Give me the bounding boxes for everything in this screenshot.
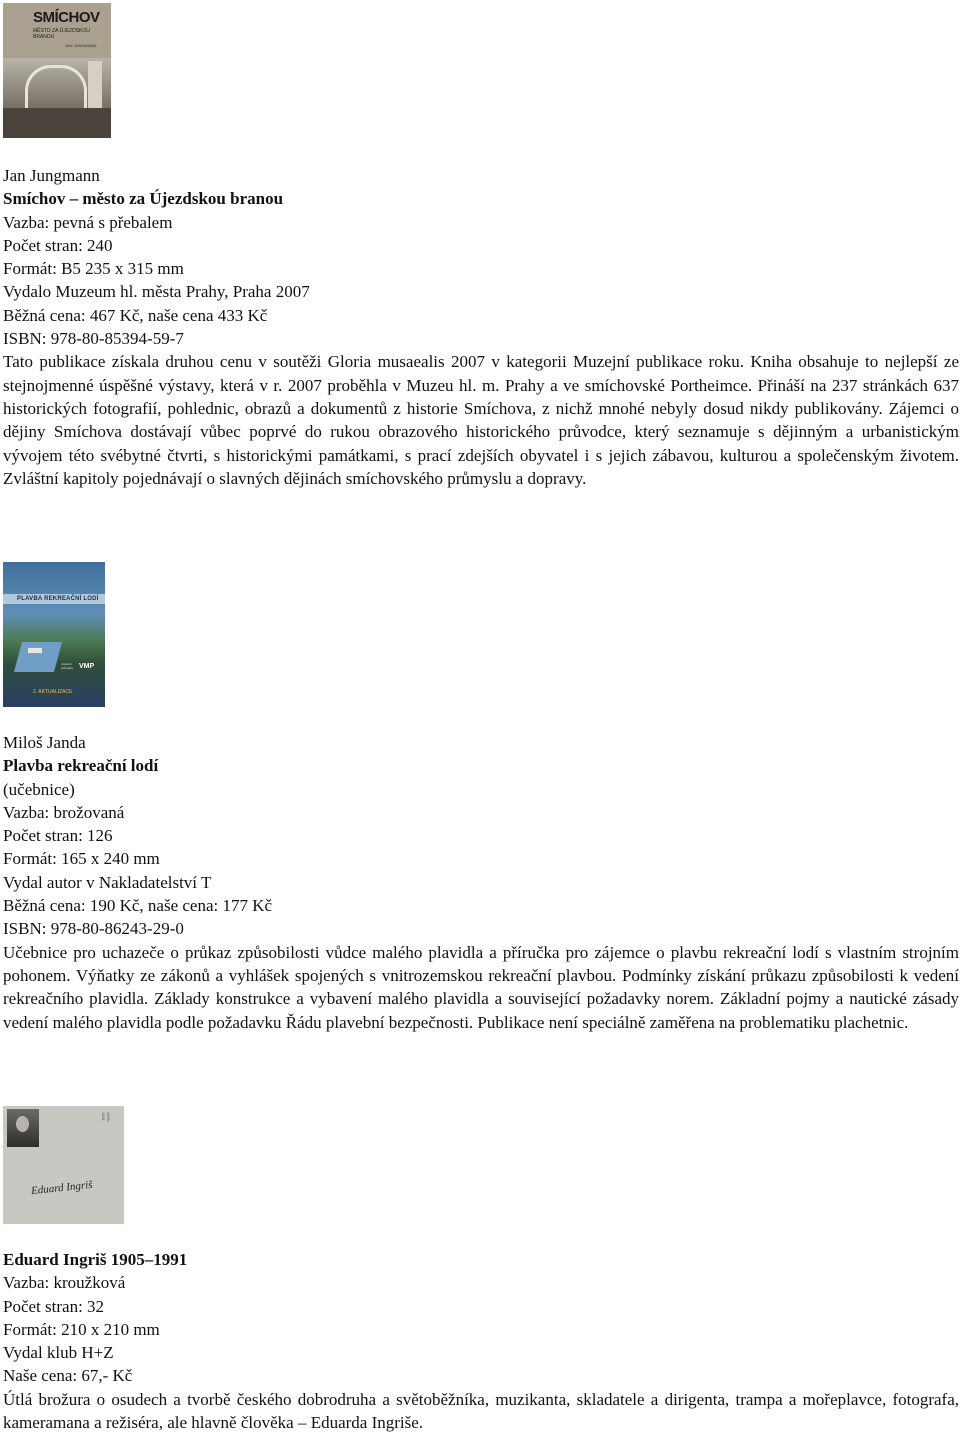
book-author: Jan Jungmann [3, 166, 100, 185]
book-isbn: ISBN: 978-80-85394-59-7 [3, 329, 184, 349]
cover-years: 1905–1991 [101, 1112, 111, 1124]
book-entry-ingris [3, 1248, 959, 1434]
book-pages: Počet stran: 240 [3, 235, 113, 255]
book-title: Eduard Ingriš 1905–1991 [3, 1250, 188, 1269]
book-publisher: Vydal autor v Nakladatelství T [3, 872, 212, 892]
book-publisher: Vydal klub H+Z [3, 1343, 114, 1363]
book-description: Tato publikace získala druhou cenu v soutěži Gloria musaealis 2007 v kategorii Muzejní publikace roku. Kniha obsahuje to nejlepší ze stejnojmenné úspěšné výstavy, která v r. 2007 proběhla v Muzeu hl. m. Prahy a ve smíchovské Portheimce. Přináší na 237 stránkách 637 historických fotografií, pohlednic, obrazů a dokumentů z historie Smíchova, z nichž mnohé nebyly dosud nikdy publikovány. Zájemci o dějiny Smíchova dostávají vůbec poprvé do rukou obrazového historického průvodce, který seznamuje s dějinným a urbanistickým vývojem této svébytné čtvrti, s historickými památkami, s prací zdejších obyvatel i s jejich zábavou, kulturou a společenským životem. Zvláštní kapitoly pojednávají o slavných dějinách smíchovského průmyslu a dopravy. [3, 352, 959, 488]
book-entry-smichov [3, 164, 959, 490]
cover-water [14, 642, 62, 672]
book-format: Formát: B5 235 x 315 mm [3, 259, 184, 279]
book-entry-plavba [3, 731, 959, 1034]
cover-signature: Eduard Ingriš [30, 1178, 94, 1198]
cover-tower [88, 61, 102, 111]
book-price: Běžná cena: 467 Kč, naše cena 433 Kč [3, 305, 268, 325]
cover-face [16, 1116, 29, 1132]
book-binding: Vazba: brožovaná [3, 802, 125, 822]
book-cover-plavba [3, 562, 105, 707]
book-format: Formát: 165 x 240 mm [3, 849, 160, 869]
book-publisher: Vydalo Muzeum hl. města Prahy, Praha 2007 [3, 282, 310, 302]
book-author: Miloš Janda [3, 733, 86, 752]
book-price: Běžná cena: 190 Kč, naše cena: 177 Kč [3, 896, 273, 916]
book-cover-ingris [3, 1106, 124, 1224]
book-title: Plavba rekreační lodí [3, 756, 159, 776]
book-binding: Vazba: kroužková [3, 1273, 126, 1293]
cover-badge: VMP [79, 663, 95, 670]
cover-badge-sub: výukový průvodce [61, 662, 74, 670]
book-subtitle: (učebnice) [3, 779, 75, 799]
book-description: Útlá brožura o osudech a tvorbě českého dobrodruha a světoběžníka, muzikanta, skladatele a dirigenta, trampa a mořeplavce, fotografa, kameramana a režiséra, ale hlavně člověka – Eduarda Ingriše. [3, 1389, 959, 1433]
book-isbn: ISBN: 978-80-86243-29-0 [3, 919, 184, 939]
cover-gate-arch [25, 65, 87, 110]
book-binding: Vazba: pevná s přebalem [3, 212, 173, 232]
cover-author: JAN JUNGMANN [65, 43, 97, 48]
book-format: Formát: 210 x 210 mm [3, 1319, 160, 1339]
book-description: Učebnice pro uchazeče o průkaz způsobilosti vůdce malého plavidla a příručka pro zájemce o plavbu rekreační lodí s vlastním strojním pohonem. Výňatky ze zákonů a vyhlášek spojených s vnitrozemskou rekreační plavbou. Podmínky získání průkazu způsobilosti k vedení rekreačního plavidla. Základy konstrukce a vybavení malého plavidla a související požadavky norem. Základní pojmy a nautické zásady vedení malého plavidla podle požadavku Řádu plavební bezpečnosti. Publikace není speciálně zaměřena na problematiku plachetnic. [3, 942, 959, 1032]
book-pages: Počet stran: 126 [3, 826, 113, 846]
cover-ground [3, 108, 111, 138]
cover-edition: 2. AKTUALIZACE [33, 689, 73, 695]
cover-subtitle: MĚSTO ZA ÚJEZDSKOU BRANOU [33, 28, 90, 40]
cover-boat [28, 648, 42, 653]
book-title: Smíchov – město za Újezdskou branou [3, 189, 284, 209]
book-price: Naše cena: 67,- Kč [3, 1366, 133, 1386]
cover-title: PLAVBA REKREAČNÍ LODÍ [17, 596, 99, 602]
cover-title: SMÍCHOV [33, 9, 100, 26]
book-cover-smichov [3, 3, 111, 138]
book-pages: Počet stran: 32 [3, 1296, 105, 1316]
